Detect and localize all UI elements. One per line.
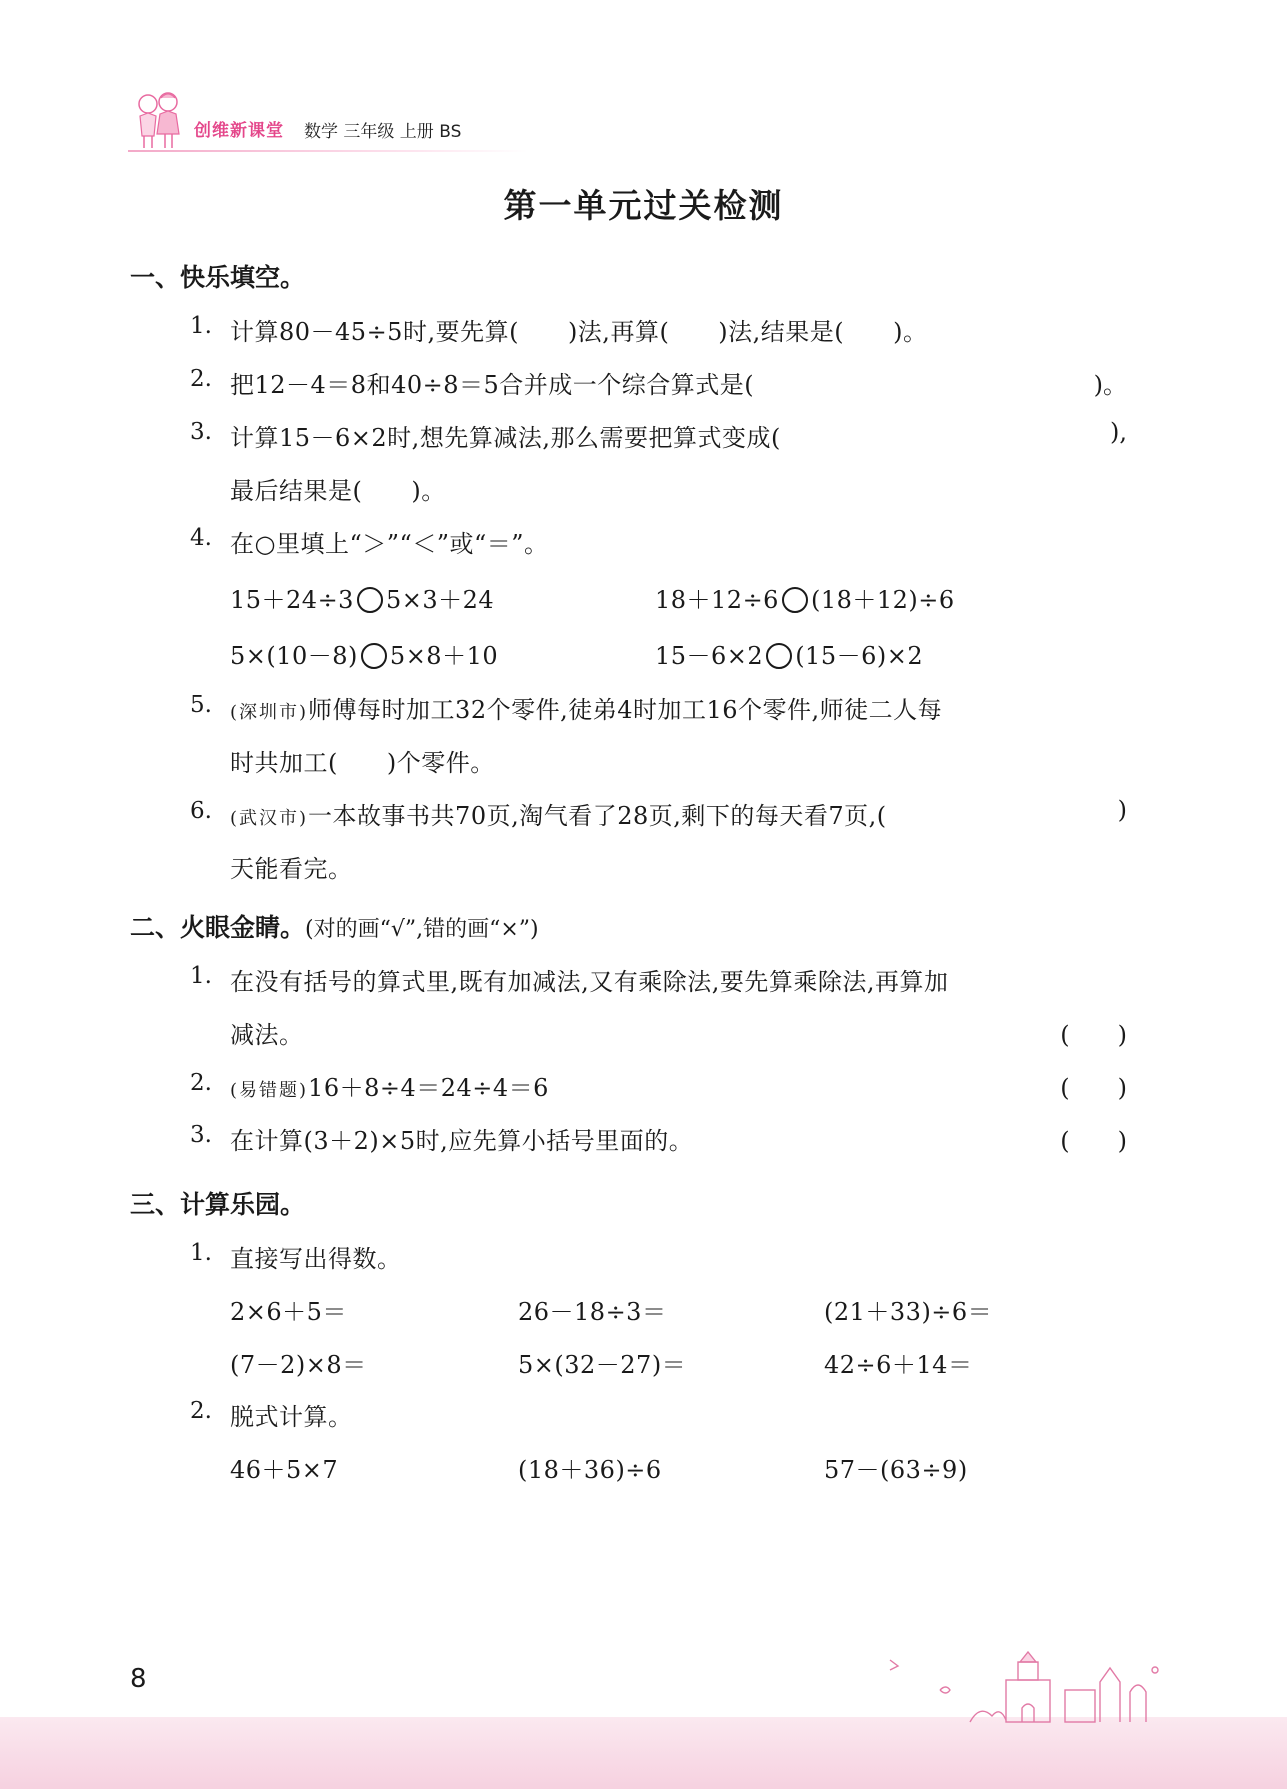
page-header [128, 86, 528, 156]
answer-circle[interactable] [782, 587, 808, 613]
compare-c [230, 636, 498, 671]
s2-q1-text: 在没有括号的算式里,既有加减法,又有乘除法,要先算乘除法,再算加 [230, 968, 949, 996]
kids-illustration-icon [128, 86, 192, 156]
page-number: 8 [130, 1664, 147, 1694]
answer-circle[interactable] [766, 643, 792, 669]
section-2-heading [130, 908, 539, 944]
compare-d [655, 636, 923, 671]
answer-circle[interactable] [361, 643, 387, 669]
q2-number: 2. [190, 366, 212, 392]
compare-b [655, 580, 955, 615]
brand-name: 创维新课堂 [194, 121, 284, 141]
section-2-note: (对的画“√”,错的画“×”) [305, 917, 539, 942]
s1-q3-end: ), [1110, 418, 1127, 446]
judge-paren-1[interactable]: ( ) [1060, 1021, 1127, 1049]
step-calc: (18＋36)÷6 [518, 1456, 662, 1484]
oral-calc: (21＋33)÷6＝ [824, 1298, 993, 1326]
s1-q6-text [230, 796, 887, 831]
s3-q1-number: 1. [190, 1240, 212, 1266]
page-title: 第一单元过关检测 [503, 186, 784, 225]
answer-circle[interactable] [357, 587, 383, 613]
s2-q1-number: 1. [190, 963, 212, 989]
castle-illustration-icon [880, 1650, 1180, 1730]
source-tag: (深圳市) [230, 702, 309, 723]
oral-calc: 26－18÷3＝ [518, 1298, 667, 1326]
s1-q6-body: 一本故事书共70页,淘气看了28页,剩下的每天看7页,( [308, 802, 887, 830]
section-1-heading: 一、快乐填空。 [130, 263, 306, 292]
step-calc: 46＋5×7 [230, 1456, 339, 1484]
compare-b-right: (18＋12)÷6 [810, 586, 955, 614]
s3-q2-number: 2. [190, 1398, 212, 1424]
oral-calc: 5×(32－27)＝ [518, 1351, 687, 1379]
s3-q1-text: 直接写出得数。 [230, 1245, 402, 1273]
compare-d-left: 15－6×2 [655, 642, 764, 670]
compare-a [230, 580, 494, 615]
compare-d-right: (15－6)×2 [795, 642, 924, 670]
step-calc: 57－(63÷9) [824, 1456, 968, 1484]
compare-a-left: 15＋24÷3 [230, 586, 354, 614]
header-divider [128, 150, 528, 152]
judge-paren-2[interactable]: ( ) [1060, 1074, 1127, 1102]
oral-calc: 42÷6＋14＝ [824, 1351, 973, 1379]
s1-q6-line2: 天能看完。 [230, 855, 353, 883]
s1-q5-line2: 时共加工( )个零件。 [230, 749, 495, 777]
judge-paren-3[interactable]: ( ) [1060, 1127, 1127, 1155]
q1-number: 1. [190, 313, 212, 339]
compare-c-left: 5×(10－8) [230, 642, 358, 670]
source-tag: (易错题) [230, 1080, 309, 1101]
s2-q3-text: 在计算(3＋2)×5时,应先算小括号里面的。 [230, 1127, 694, 1155]
oral-calc: (7－2)×8＝ [230, 1351, 367, 1379]
compare-b-left: 18＋12÷6 [655, 586, 779, 614]
s2-q2-number: 2. [190, 1070, 212, 1096]
section-3-heading: 三、计算乐园。 [130, 1190, 306, 1219]
s2-q2-text [230, 1068, 549, 1103]
oral-calc: 2×6＋5＝ [230, 1298, 347, 1326]
q5-number: 5. [190, 692, 212, 718]
s1-q6-end: ) [1117, 796, 1127, 824]
s2-q2-body: 16＋8÷4＝24÷4＝6 [308, 1074, 549, 1102]
source-tag: (武汉市) [230, 808, 309, 829]
section-2-title: 二、火眼金睛。 [130, 913, 306, 942]
s3-q2-text: 脱式计算。 [230, 1403, 353, 1431]
s2-q1-line2: 减法。 [230, 1021, 304, 1049]
s1-q5-body: 师傅每时加工32个零件,徒弟4时加工16个零件,师徒二人每 [308, 696, 943, 724]
s1-q5-text [230, 690, 942, 725]
s1-q3-line2: 最后结果是( )。 [230, 477, 446, 505]
book-info: 数学 三年级 上册 BS [304, 122, 462, 142]
q6-number: 6. [190, 798, 212, 824]
q3-number: 3. [190, 419, 212, 445]
s2-q3-number: 3. [190, 1122, 212, 1148]
compare-c-right: 5×8＋10 [389, 642, 499, 670]
s1-q1-text: 计算80－45÷5时,要先算( )法,再算( )法,结果是( )。 [230, 318, 928, 346]
s1-q3-text: 计算15－6×2时,想先算减法,那么需要把算式变成( [230, 424, 781, 452]
q4-number: 4. [190, 525, 212, 551]
s1-q2-end: )。 [1093, 371, 1127, 399]
s1-q2-text: 把12－4＝8和40÷8＝5合并成一个综合算式是( [230, 371, 755, 399]
s1-q4-text: 在○里填上“＞”“＜”或“＝”。 [230, 530, 549, 558]
compare-a-right: 5×3＋24 [385, 586, 495, 614]
